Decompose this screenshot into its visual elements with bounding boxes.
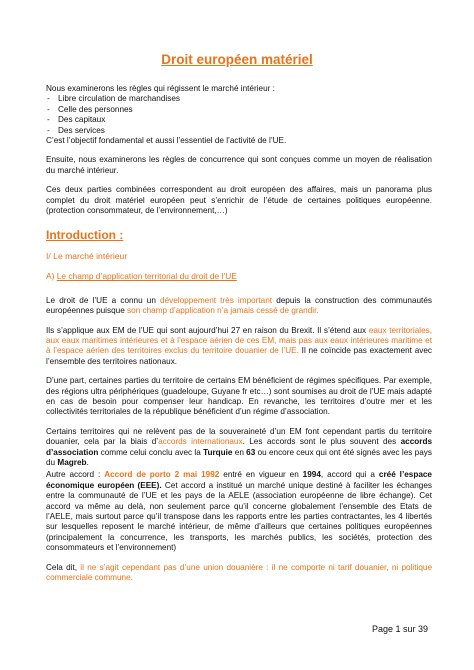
text-span: Certains territoires qui ne relèvent pas de la souveraineté d’un EM font cependant partis du territoire douanier, cela par la biais d’: [46, 426, 432, 447]
text-span: Ils s’applique aux EM de l’UE qui sont aujourd’hui 27 en raison du Brexit. Il s’étend aux: [46, 325, 369, 335]
highlight-text: son champ d’application n’a jamais cessé de grandir.: [127, 306, 319, 316]
document-body: [46, 84, 432, 592]
list-item: - Celle des personnes: [46, 105, 432, 115]
list-item: - Des capitaux: [46, 115, 432, 125]
paragraph-1: [46, 296, 432, 317]
text-span: Il ne coïncide pas exactement avec l’ensemble des territoires nationaux.: [46, 346, 432, 366]
section-heading: I/ Le marché intérieur: [46, 250, 128, 261]
text-span: . Les accords sont le plus souvent des: [242, 437, 401, 447]
paragraph-4: [46, 427, 432, 469]
intro-list: [46, 94, 432, 136]
text-span: depuis la construction des communautés européennes puisque: [46, 295, 432, 316]
subsection-heading: [46, 271, 432, 281]
bold-text: 1994: [302, 470, 321, 480]
page-title: Droit européen matériel: [161, 52, 313, 67]
paragraph-3: [46, 376, 432, 418]
bold-text: accords d’association: [46, 437, 432, 457]
text-span: ou encore ceux qui ont été signés avec les pays du: [46, 447, 432, 467]
bold-text: créé l’espace économique européen (EEE).: [46, 470, 432, 490]
text-span: .: [86, 457, 89, 467]
text-span: Autre accord :: [46, 470, 105, 480]
bold-text: 63: [246, 447, 256, 457]
paragraph-panorama: Ces deux parties combinées correspondent au droit européen des affaires, mais un panorama plus complet du droit matériel européen peut s’enrichir de l’étude de certaines politiques européenne. (protection consommateur, de l’environnement,…): [46, 185, 432, 216]
highlight-bold-text: Accord de porto 2 mai 1992: [104, 470, 220, 480]
intro-block: [46, 84, 432, 146]
highlight-text: accords internationaux: [158, 437, 243, 447]
paragraph-concurrence: Ensuite, nous examinerons les règles de concurrence qui sont conçues comme un moyen de réalisation du marché intérieur.: [46, 155, 432, 175]
list-item: - Libre circulation de marchandises: [46, 94, 432, 104]
text-span: Cet accord a institué un marché unique destiné à faciliter les échanges entre la communauté de l’UE et les pays de la AELE (association européenne de libre échange). Cet accord va même au delà, non seulement parce qu’il concerne globalement l’ensemble des Etats de l’AELE, mais surtout parce qu’il transpose dans les rapports entre les parties contractantes, les 4 libertés sur lesquelles reposent le marché intérieur, de même d’ailleurs que certaines politiques européennes (principalement la concurrence, les transports, les marchés publics, les sociétés, protection des consommateurs et l’environnement): [46, 480, 433, 553]
text-span: entré en vigueur en: [219, 470, 303, 480]
highlight-text: il ne s’agit cependant pas d’une union douanière : il ne comporte ni tarif douanier, ni politique commerciale commune.: [46, 562, 433, 583]
subsection-letter: A): [46, 271, 57, 282]
heading-introduction: Introduction :: [46, 228, 124, 243]
paragraph-6: [46, 563, 432, 584]
paragraph-2: [46, 326, 432, 368]
text-span: , accord qui a: [320, 470, 379, 480]
highlight-text: développement très important: [160, 295, 273, 305]
page-number: Page 1 sur 39: [371, 624, 428, 634]
list-item: - Des services: [46, 126, 432, 136]
intro-closing: C’est l’objectif fondamental et aussi l’essentiel de l’activité de l’UE.: [46, 136, 287, 146]
text-span: comme celui conclu avec la: [98, 447, 204, 457]
text-span: D’une part, certaines parties du territoire de certains EM bénéficient de régimes spécifiques. Par exemple, des régions ultra périphériques (guadeloupe, Guyane fr etc…) sont soumises au droit de l’UE mais adapté en cas de besoin pour compenser leur handicap. En revanche, les territoires d’outre mer et les collectivités territoriales de la république bénéficient d’un régime d’association.: [46, 376, 432, 417]
text-span: en: [232, 447, 247, 457]
highlight-text: eaux territoriales, aux eaux maritimes intérieures et à l’espace aérien de ces EM, mais pas aux eaux intérieures maritime et à l’espace aérien des territoires exclus du territoire douanier de l’UE.: [46, 325, 432, 356]
bold-text: Magreb: [57, 457, 87, 467]
subsection-title: Le champ d’application territorial du droit de l’UE: [56, 271, 237, 282]
text-span: Le droit de l’UE a connu un: [46, 295, 161, 305]
text-span: Cela dit,: [46, 562, 81, 572]
paragraph-5: [46, 470, 432, 553]
intro-lead: Nous examinerons les règles qui régissent le marché intérieur :: [46, 84, 275, 93]
bold-text: Turquie: [203, 447, 233, 457]
